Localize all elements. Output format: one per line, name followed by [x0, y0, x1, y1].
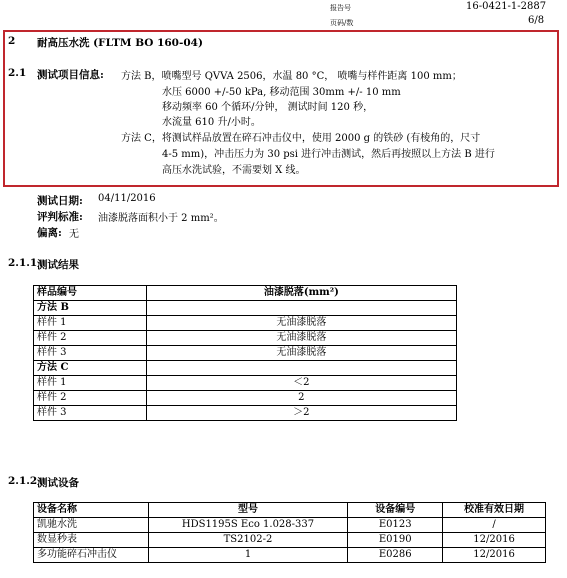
info-line-1: 方法 B，喷嘴型号 QVVA 2506，水温 80 °C， 喷嘴与样件距离 100 mm；	[121, 71, 462, 82]
table-row	[34, 301, 457, 316]
report-no-label: 报告号	[330, 4, 351, 12]
table-header-row	[34, 503, 546, 518]
method-c-cell: 方法 C	[34, 361, 147, 376]
table-row	[34, 316, 457, 331]
table-cell: 样件 1	[34, 316, 147, 331]
section-2-1-label: 测试项目信息:	[37, 69, 104, 81]
table-row	[34, 533, 546, 548]
header-paint-loss: 油漆脱落(mm²)	[146, 286, 456, 301]
table-cell: 样件 1	[34, 376, 147, 391]
equipment-number: 2.1.2	[8, 475, 38, 487]
table-cell: 无油漆脱落	[146, 331, 456, 346]
header-equipment-id: 设备编号	[348, 503, 443, 518]
results-number: 2.1.1	[8, 257, 38, 269]
table-cell: TS2102-2	[148, 533, 348, 548]
table-row	[34, 548, 546, 563]
info-line-5: 方法 C，将测试样品放置在碎石冲击仪中，使用 2000 g 的铁砂 (有棱角的，尺寸	[121, 133, 481, 144]
info-line-3: 移动频率 60 个循环/分钟， 测试时间 120 秒，	[162, 102, 374, 113]
page-label: 页码/数	[330, 19, 354, 27]
table-row	[34, 391, 457, 406]
table-cell	[146, 301, 456, 316]
table-cell	[146, 361, 456, 376]
header-equipment-name: 设备名称	[34, 503, 149, 518]
report-no: 16-0421-1-2887	[466, 1, 547, 12]
method-b-cell: 方法 B	[34, 301, 147, 316]
table-row	[34, 406, 457, 421]
section-2-number: 2	[8, 35, 16, 47]
table-cell: 1	[148, 548, 348, 563]
table-cell: 样件 2	[34, 391, 147, 406]
table-cell: E0123	[348, 518, 443, 533]
info-line-6: 4-5 mm)，冲击压力为 30 psi 进行冲击测试，然后再按照以上方法 B 进行	[162, 149, 495, 160]
table-cell: /	[443, 518, 546, 533]
equipment-table	[33, 502, 546, 563]
table-cell: 无油漆脱落	[146, 346, 456, 361]
table-cell: E0190	[348, 533, 443, 548]
table-row	[34, 518, 546, 533]
table-cell: 12/2016	[443, 533, 546, 548]
criteria-value: 油漆脱落面积小于 2 mm²。	[98, 213, 224, 224]
header-sample-id: 样品编号	[34, 286, 147, 301]
table-cell: 凯驰水洗	[34, 518, 149, 533]
results-table	[33, 285, 457, 421]
table-cell: 样件 3	[34, 346, 147, 361]
table-cell: ＞2	[146, 406, 456, 421]
table-cell: 多功能碎石冲击仪	[34, 548, 149, 563]
table-cell: ＜2	[146, 376, 456, 391]
info-line-7: 高压水洗试验，不需要划 X 线。	[162, 165, 306, 176]
table-row	[34, 331, 457, 346]
table-cell: 12/2016	[443, 548, 546, 563]
table-header-row	[34, 286, 457, 301]
table-cell: E0286	[348, 548, 443, 563]
criteria-label: 评判标准:	[37, 211, 83, 223]
table-row	[34, 361, 457, 376]
table-cell: 样件 3	[34, 406, 147, 421]
table-cell: 样件 2	[34, 331, 147, 346]
header-calibration-date: 校准有效日期	[443, 503, 546, 518]
date-value: 04/11/2016	[98, 193, 156, 204]
equipment-title: 测试设备	[37, 477, 79, 489]
page-number: 6/8	[528, 15, 545, 26]
results-title: 测试结果	[37, 259, 79, 271]
table-cell: 无油漆脱落	[146, 316, 456, 331]
deviation-value: 无	[69, 229, 79, 240]
deviation-label: 偏离:	[37, 227, 62, 239]
header-model: 型号	[148, 503, 348, 518]
section-2-1-number: 2.1	[8, 67, 27, 79]
table-row	[34, 346, 457, 361]
table-row	[34, 376, 457, 391]
table-cell: HDS1195S Eco 1.028-337	[148, 518, 348, 533]
table-cell: 2	[146, 391, 456, 406]
table-cell: 数显秒表	[34, 533, 149, 548]
date-label: 测试日期:	[37, 195, 83, 207]
info-line-4: 水流量 610 升/小时。	[162, 117, 261, 128]
section-2-title: 耐高压水洗 (FLTM BO 160-04)	[37, 37, 203, 49]
info-line-2: 水压 6000 +/-50 kPa, 移动范围 30mm +/- 10 mm	[162, 87, 401, 98]
